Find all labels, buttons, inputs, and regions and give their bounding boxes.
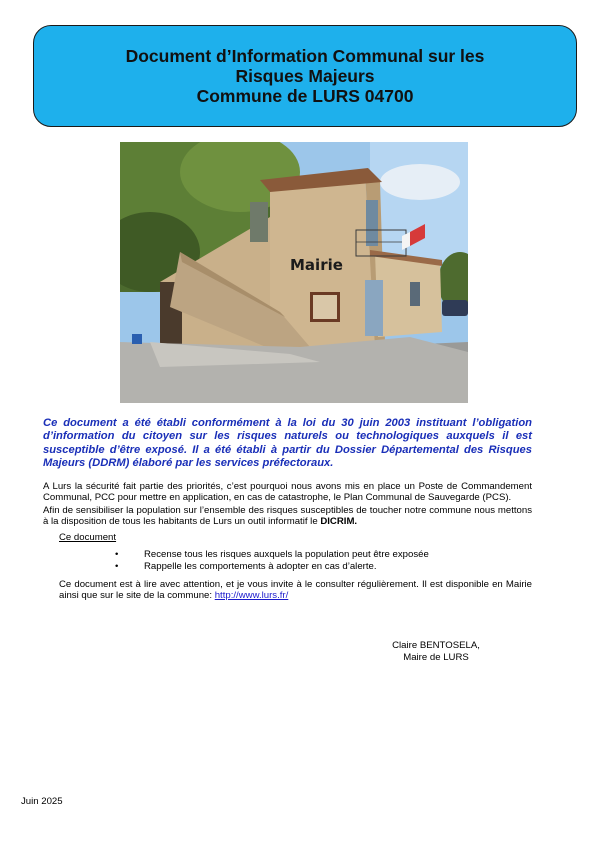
title-line-1: Document d’Information Communal sur les [125, 46, 485, 66]
title-line-3: Commune de LURS 04700 [196, 86, 414, 106]
security-paragraph: A Lurs la sécurité fait partie des priorités, c’est pourquoi nous avons mis en place un Poste de Commandement Communal, PCC pour mettre en application, en cas de catastrophe, le Plan Communal de Sauvegarde (PCS). [43, 481, 532, 504]
footer-date: Juin 2025 [21, 796, 63, 807]
list-item: • Recense tous les risques auxquels la population peut être exposée [43, 549, 532, 560]
ce-document-heading: Ce document [59, 531, 117, 543]
title-line-2: Risques Majeurs [235, 66, 375, 86]
signature-name: Claire BENTOSELA, [392, 640, 480, 651]
read-paragraph [59, 579, 532, 602]
mairie-sign: Mairie [290, 256, 343, 274]
list-item: • Rappelle les comportements à adopter en cas d’alerte. [43, 561, 532, 572]
town-hall-photo [120, 142, 468, 403]
dicrim-label: DICRIM. [320, 516, 358, 528]
dicrim-text: Afin de sensibiliser la population sur l’ensemble des risques susceptibles de toucher notre commune nous mettons à la disposition de tous les habitants de Lurs un outil informatif le [43, 504, 532, 528]
body-text [43, 481, 532, 603]
signature [381, 640, 491, 664]
intro-paragraph: Ce document a été établi conformément à la loi du 30 juin 2003 instituant l’obligation d’information du citoyen sur les risques naturels ou technologiques auxquels il est susceptible d’être exposé. Il a été établi à partir du Dossier Départemental des Risques Majeurs (DDRM) élaboré par les services préfectoraux. [43, 417, 532, 470]
signature-role: Maire de LURS [403, 652, 469, 663]
read-text: Ce document est à lire avec attention, et je vous invite à le consulter régulièrement. Il est disponible en Mairie ainsi que sur le site de la commune: [59, 578, 532, 602]
website-link[interactable]: http://www.lurs.fr/ [214, 590, 289, 602]
title-banner [33, 25, 577, 127]
purpose-list [43, 549, 532, 573]
dicrim-paragraph [43, 505, 532, 528]
